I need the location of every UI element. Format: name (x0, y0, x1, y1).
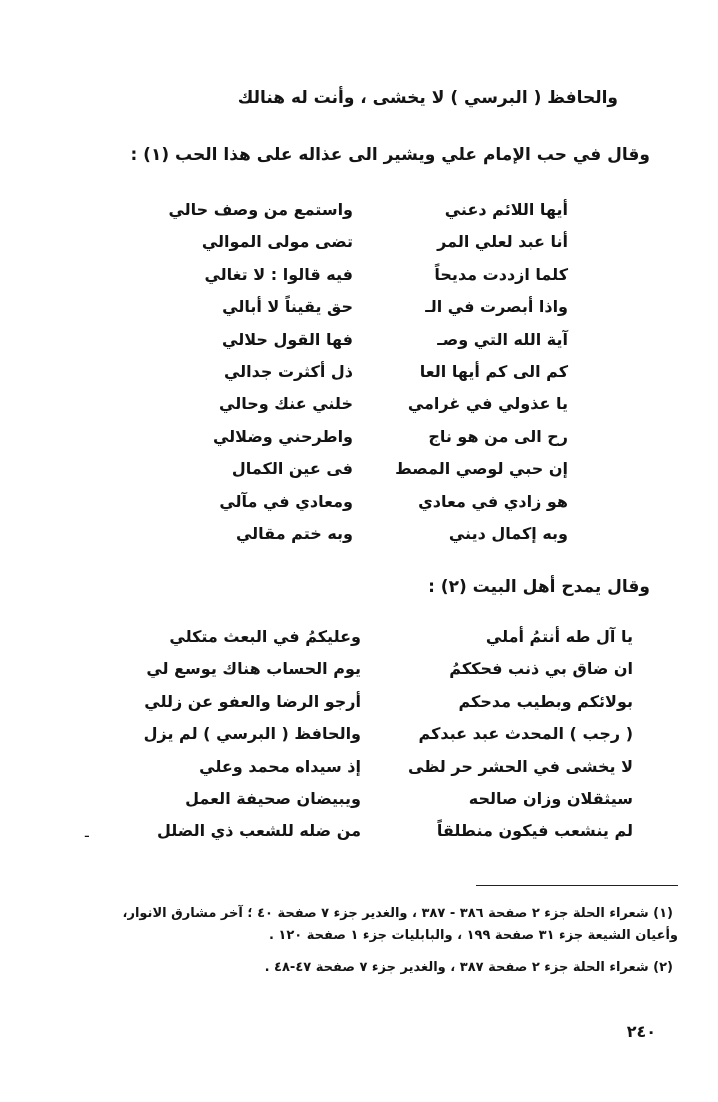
verse-first-hemistich: يا عذولي في غرامي (407, 394, 568, 414)
verse-first-hemistich: رح الى من هو ناج (428, 426, 568, 446)
verse-row (148, 394, 568, 424)
verse-first-hemistich: وبه إكمال ديني (448, 524, 568, 543)
verse-second-hemistich: ومعادي في مآلي (219, 491, 353, 511)
verse-row (148, 524, 568, 554)
verse-row (148, 232, 568, 262)
verse-second-hemistich: تضى مولى الموالي (201, 232, 353, 252)
verse-row (88, 627, 633, 657)
verse-second-hemistich: واستمع من وصف حالي (168, 200, 353, 219)
verse-first-hemistich: واذا أبصرت في الـ (425, 297, 568, 317)
verse-second-hemistich: ذل أكثرت جدالي (223, 362, 353, 381)
verse-second-hemistich: والحافظ ( البرسي ) لم يزل (143, 724, 361, 744)
verse-first-hemistich: لم ينشعب فيكون منطلقاً (436, 821, 633, 841)
verse-second-hemistich: واطرحني وضلالي (212, 426, 353, 446)
verse-second-hemistich: فها القول حلالي (222, 329, 353, 349)
verse-second-hemistich: خلني عنك وحالي (219, 394, 353, 414)
verse-row (88, 757, 633, 787)
verse-row (88, 724, 633, 754)
verse-second-hemistich: فيه قالوا : لا تغالي (204, 264, 353, 284)
verse-row (148, 330, 568, 360)
verse-row (148, 297, 568, 327)
verse-second-hemistich: فى عين الكمال (231, 459, 353, 479)
verse-first-hemistich: ( رجب ) المحدث عبد عبدكم (418, 724, 633, 744)
verse-first-hemistich: إن حبي لوصي المصط (395, 459, 568, 479)
verse-first-hemistich: ان ضاق بي ذنب فحككمُ (449, 659, 633, 679)
footnote-1-line-1: (١) شعراء الحلة جزء ٢ صفحة ٣٨٦ - ٣٨٧ ، والغدير جزء ٧ صفحة ٤٠ ؛ آخر مشارق الانوار، (122, 906, 673, 921)
verse-first-hemistich: آية الله التي وصـ (437, 329, 568, 349)
footnote-1-line-2: وأعيان الشيعة جزء ٣١ صفحة ١٩٩ ، والبابليات جزء ١ صفحة ١٢٠ . (268, 928, 678, 943)
header-verse-line: والحافظ ( البرسي ) لا يخشى ، وأنت له هنالك (237, 88, 618, 108)
verse-second-hemistich: وبه ختم مقالي (235, 524, 353, 543)
verse-first-hemistich: أيها اللائم دعني (444, 200, 568, 219)
verse-first-hemistich: بولائكم وبطيب مدحكم (458, 691, 633, 711)
poem-2 (88, 627, 633, 867)
verse-second-hemistich: أرجو الرضا والعفو عن زللي (144, 691, 361, 711)
poem-1-intro: وقال في حب الإمام علي ويشير الى عذاله على هذا الحب (١) : (130, 145, 650, 165)
verse-row (148, 200, 568, 230)
verse-first-hemistich: كلما ازددت مديحاً (434, 264, 568, 284)
page-number: ٢٤٠ (626, 1022, 656, 1041)
verse-row (88, 821, 633, 851)
verse-row (148, 459, 568, 489)
verse-second-hemistich: من ضله للشعب ذي الضلل (156, 821, 361, 841)
verse-row (88, 659, 633, 689)
verse-second-hemistich: إذ سيداه محمد وعلي (199, 756, 361, 776)
verse-row (148, 265, 568, 295)
verse-first-hemistich: سيثقلان وزان صالحه (468, 789, 633, 808)
verse-row (88, 692, 633, 722)
footnote-2: (٢) شعراء الحلة جزء ٢ صفحة ٣٨٧ ، والغدير جزء ٧ صفحة ٤٧-٤٨ . (264, 960, 673, 975)
poem-2-intro: وقال يمدح أهل البيت (٢) : (428, 577, 650, 597)
verse-row (148, 427, 568, 457)
poem-1 (148, 200, 568, 560)
verse-row (88, 789, 633, 819)
footnote-divider (476, 885, 678, 886)
verse-first-hemistich: لا يخشى في الحشر حر لظى (408, 756, 633, 776)
verse-row (148, 492, 568, 522)
verse-second-hemistich: وعليكمُ في البعث متكلي (169, 627, 361, 646)
verse-second-hemistich: ويبيضان صحيفة العمل (185, 789, 361, 808)
verse-first-hemistich: كم الى كم أيها العا (419, 362, 568, 381)
verse-second-hemistich: يوم الحساب هناك يوسع لي (146, 659, 361, 679)
verse-first-hemistich: أنا عبد لعلي المر (437, 232, 568, 252)
verse-first-hemistich: هو زادي في معادي (418, 491, 568, 511)
verse-row (148, 362, 568, 392)
verse-second-hemistich: حق يقيناً لا أبالي (222, 297, 353, 317)
verse-first-hemistich: يا آل طه أنتمُ أملي (485, 627, 633, 646)
stray-mark: - (84, 826, 90, 845)
